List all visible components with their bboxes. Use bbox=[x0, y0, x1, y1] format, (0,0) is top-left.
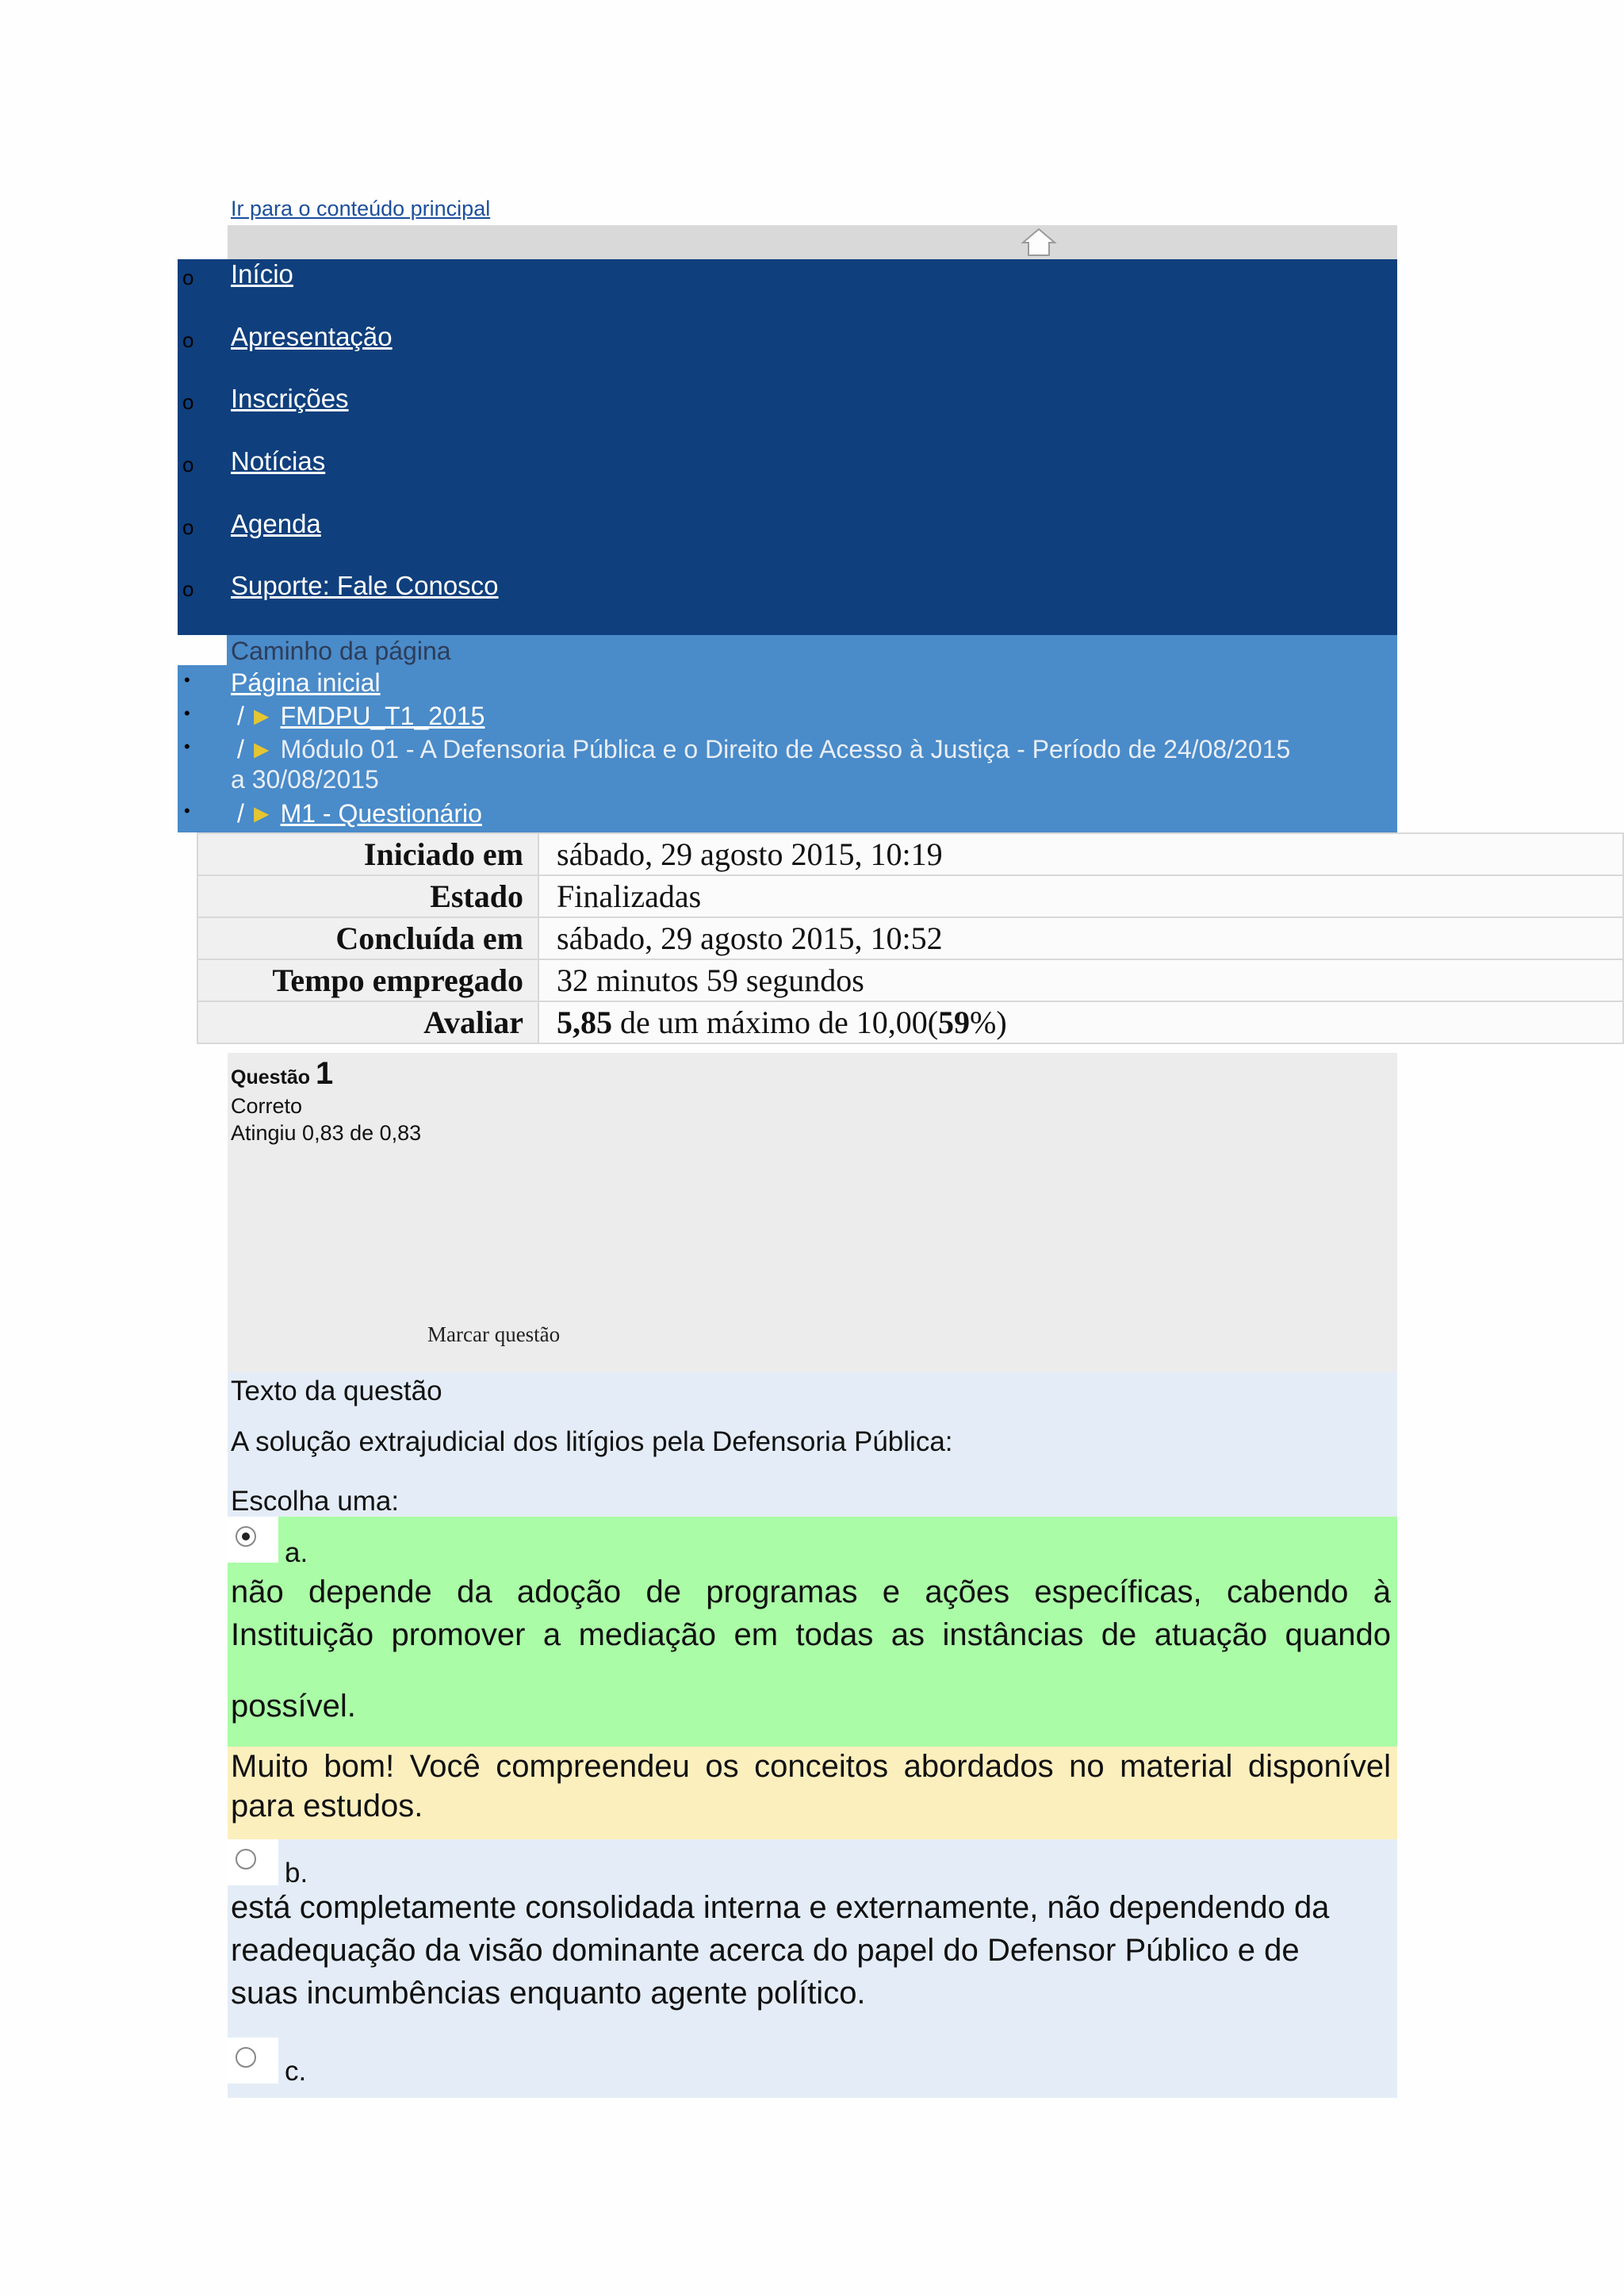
question-info-panel bbox=[228, 1053, 1397, 1372]
nav-link-noticias[interactable]: Notícias bbox=[231, 446, 326, 476]
play-arrow-icon: ► bbox=[248, 735, 274, 763]
option-a-letter: a. bbox=[285, 1537, 308, 1568]
table-row bbox=[197, 1001, 1623, 1043]
grade-score: 5,85 bbox=[557, 1004, 612, 1040]
nav-item-agenda bbox=[178, 509, 1397, 541]
skip-to-content-link[interactable]: Ir para o conteúdo principal bbox=[231, 197, 491, 220]
main-navigation bbox=[178, 259, 1397, 635]
breadcrumb bbox=[178, 635, 1397, 832]
play-arrow-icon: ► bbox=[248, 799, 274, 828]
list-bullet: o bbox=[182, 577, 194, 601]
option-b-letter: b. bbox=[285, 1858, 308, 1888]
table-row bbox=[197, 875, 1623, 917]
grade-value: 5,85 de um máximo de 10,00(59%) bbox=[538, 1001, 1623, 1043]
option-a-radio[interactable] bbox=[228, 1517, 278, 1563]
summary-value: sábado, 29 agosto 2015, 10:52 bbox=[538, 917, 1623, 959]
summary-key: Iniciado em bbox=[197, 833, 538, 875]
option-b-radio[interactable] bbox=[228, 1839, 278, 1885]
list-bullet: • bbox=[184, 703, 190, 723]
grade-percent: 59 bbox=[938, 1004, 971, 1040]
summary-key: Tempo empregado bbox=[197, 959, 538, 1001]
breadcrumb-link-course[interactable]: FMDPU_T1_2015 bbox=[280, 702, 485, 730]
question-number: Questão 1 bbox=[231, 1056, 334, 1091]
breadcrumb-separator: / bbox=[237, 799, 244, 828]
question-text-heading: Texto da questão bbox=[231, 1376, 442, 1406]
grade-max: de um máximo de 10,00( bbox=[612, 1004, 939, 1040]
table-row bbox=[197, 959, 1623, 1001]
summary-value: 32 minutos 59 segundos bbox=[538, 959, 1623, 1001]
summary-value: sábado, 29 agosto 2015, 10:19 bbox=[538, 833, 1623, 875]
question-prompt: A solução extrajudicial dos litígios pela Defensoria Pública: bbox=[231, 1426, 953, 1457]
nav-link-agenda[interactable]: Agenda bbox=[231, 509, 321, 538]
list-bullet: o bbox=[182, 266, 194, 289]
home-icon[interactable] bbox=[1021, 227, 1057, 258]
flag-question-link[interactable]: Marcar questão bbox=[427, 1322, 561, 1346]
list-bullet: o bbox=[182, 390, 194, 414]
option-c-radio[interactable] bbox=[228, 2038, 278, 2084]
breadcrumb-current-module: Módulo 01 - A Defensoria Pública e o Direito de Acesso à Justiça - Período de 24/08/2015 bbox=[280, 735, 1291, 763]
choose-one-label: Escolha uma: bbox=[231, 1486, 400, 1517]
answer-feedback: Muito bom! Você compreendeu os conceitos abordados no material disponível para estudos. bbox=[228, 1747, 1397, 1839]
nav-item-suporte bbox=[178, 571, 1397, 603]
attempt-summary-table bbox=[197, 832, 1624, 1044]
breadcrumb-link-quiz[interactable]: M1 - Questionário bbox=[280, 799, 482, 828]
radio-icon bbox=[236, 2047, 256, 2068]
table-row bbox=[197, 833, 1623, 875]
option-c-letter: c. bbox=[285, 2056, 307, 2087]
option-a-correct bbox=[228, 1517, 1397, 1747]
nav-link-suporte[interactable]: Suporte: Fale Conosco bbox=[231, 571, 499, 600]
list-bullet: o bbox=[182, 453, 194, 476]
nav-link-apresentacao[interactable]: Apresentação bbox=[231, 322, 393, 351]
list-bullet: • bbox=[184, 737, 190, 756]
play-arrow-icon: ► bbox=[248, 702, 274, 730]
breadcrumb-current-module-cont: a 30/08/2015 bbox=[231, 765, 379, 794]
nav-link-inicio[interactable]: Início bbox=[231, 259, 293, 289]
summary-value: Finalizadas bbox=[538, 875, 1623, 917]
top-bar bbox=[228, 225, 1397, 259]
table-row bbox=[197, 917, 1623, 959]
summary-key: Estado bbox=[197, 875, 538, 917]
radio-selected-icon bbox=[236, 1526, 256, 1547]
breadcrumb-title: Caminho da página bbox=[231, 637, 451, 665]
summary-key: Avaliar bbox=[197, 1001, 538, 1043]
radio-icon bbox=[236, 1849, 256, 1869]
nav-item-inicio bbox=[178, 259, 1397, 291]
list-bullet: • bbox=[184, 670, 190, 690]
question-grade: Atingiu 0,83 de 0,83 bbox=[231, 1121, 422, 1145]
nav-item-inscricoes bbox=[178, 384, 1397, 415]
breadcrumb-separator: / bbox=[237, 735, 244, 763]
nav-item-noticias bbox=[178, 446, 1397, 478]
summary-key: Concluída em bbox=[197, 917, 538, 959]
list-bullet: o bbox=[182, 328, 194, 352]
nav-item-apresentacao bbox=[178, 322, 1397, 354]
option-b-text[interactable]: está completamente consolidada interna e externamente, não dependendo da readequação da visão dominante acerca do papel do Defensor Público e de suas incumbências enquanto agente político. bbox=[231, 1890, 1330, 2011]
option-a-text[interactable]: não depende da adoção de programas e ações específicas, cabendo à Instituição promover a mediação em todas as instâncias de atuação quando possível. bbox=[231, 1575, 1391, 1724]
list-bullet: o bbox=[182, 515, 194, 539]
question-state: Correto bbox=[231, 1094, 303, 1118]
breadcrumb-separator: / bbox=[237, 702, 244, 730]
breadcrumb-link-home[interactable]: Página inicial bbox=[231, 668, 381, 697]
list-bullet: • bbox=[184, 801, 190, 821]
nav-link-inscricoes[interactable]: Inscrições bbox=[231, 384, 349, 413]
